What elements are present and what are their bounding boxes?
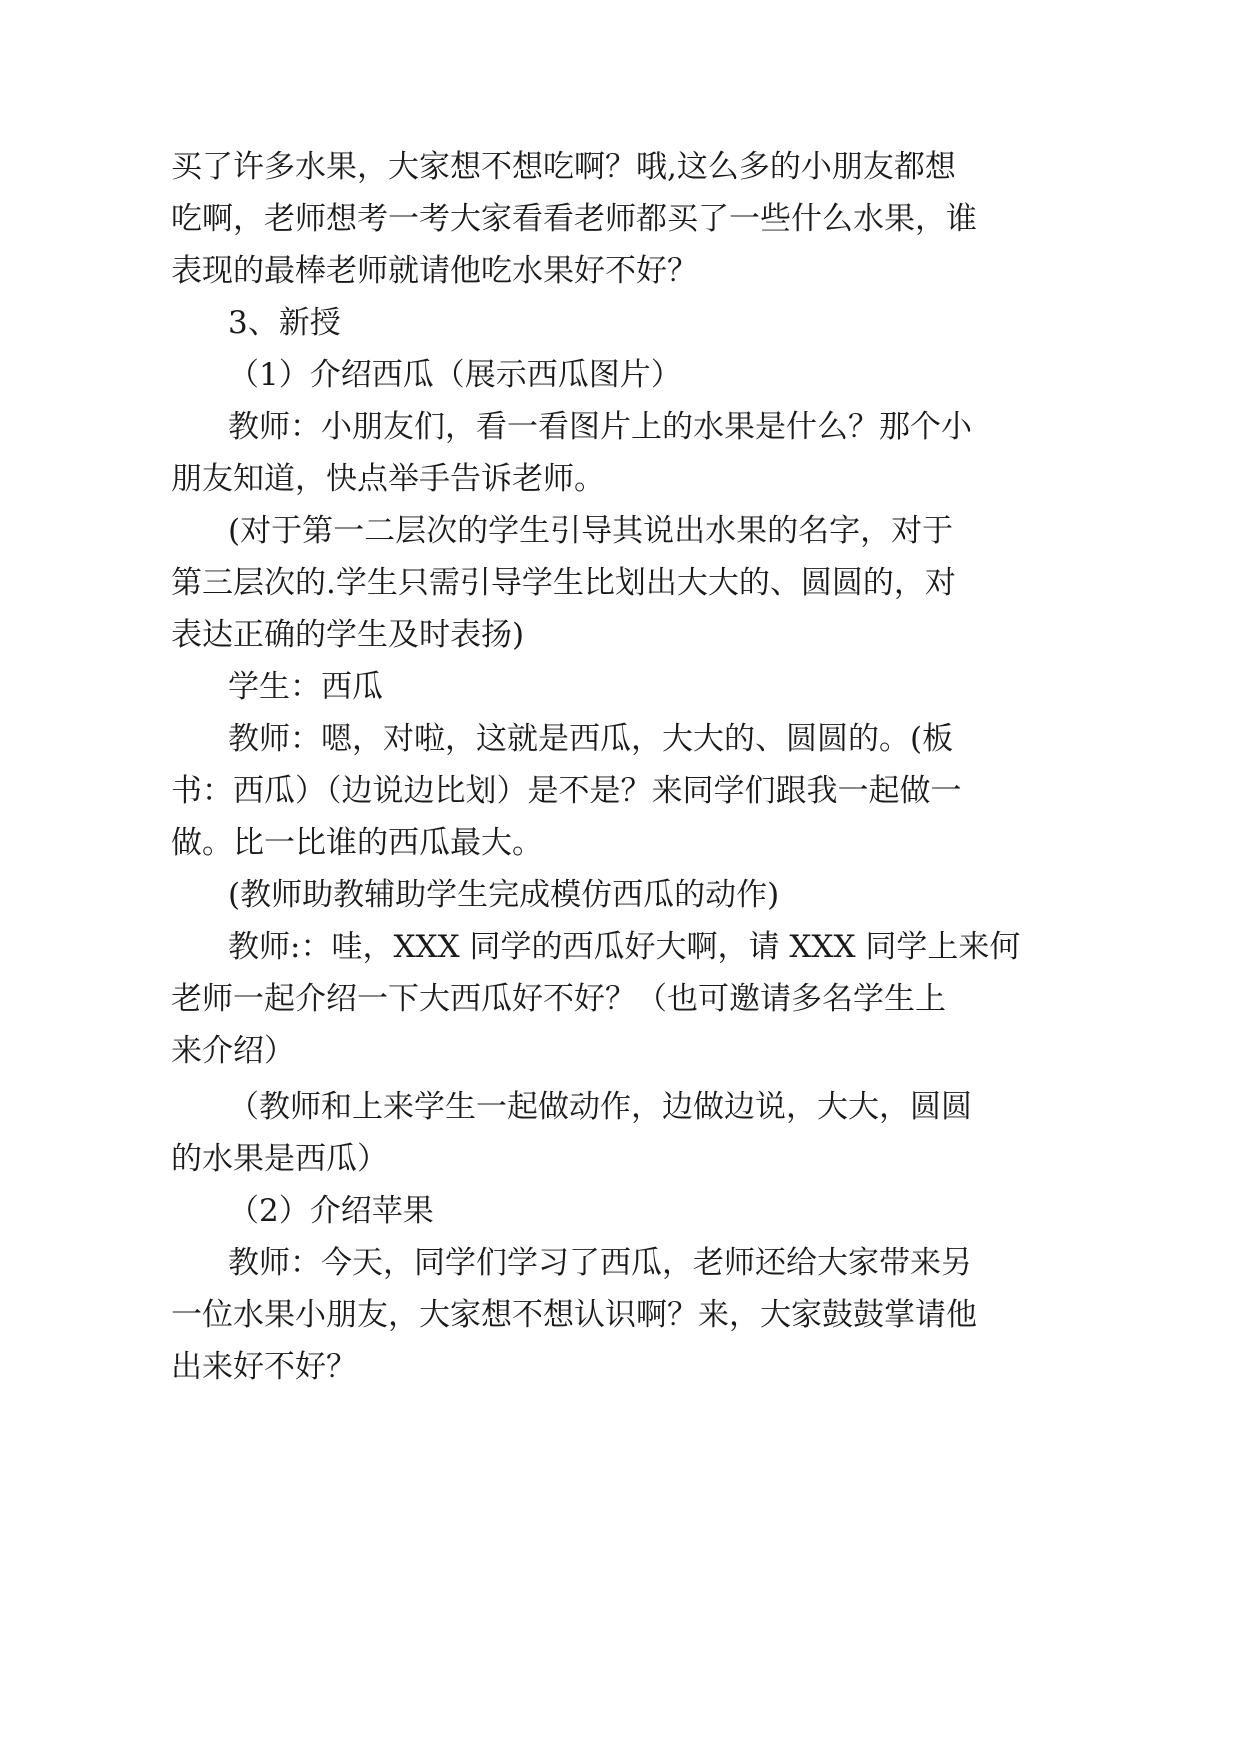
text-line: 教师：嗯，对啦，这就是西瓜，大大的、圆圆的。(板 xyxy=(228,721,954,757)
text-line: 一位水果小朋友，大家想不想认识啊？来，大家鼓鼓掌请他 xyxy=(171,1297,977,1333)
text-line: 吃啊，老师想考一考大家看看老师都买了一些什么水果，谁 xyxy=(171,201,977,237)
text-line: 第三层次的.学生只需引导学生比划出大大的、圆圆的，对 xyxy=(171,565,956,601)
subsection-heading: （2）介绍苹果 xyxy=(228,1193,434,1229)
text-line: 学生：西瓜 xyxy=(228,669,383,705)
text-line: 做。比一比谁的西瓜最大。 xyxy=(171,825,543,861)
text-line: 教师：小朋友们，看一看图片上的水果是什么？那个小 xyxy=(228,409,972,445)
text-line: 的水果是西瓜） xyxy=(171,1141,388,1177)
text-line: 教师：今天，同学们学习了西瓜，老师还给大家带来另 xyxy=(228,1245,972,1281)
text-line: 书：西瓜）（边说边比划）是不是？来同学们跟我一起做一 xyxy=(171,773,962,809)
text-line: 出来好不好？ xyxy=(171,1349,357,1385)
text-line: 表达正确的学生及时表扬) xyxy=(171,617,525,653)
text-line: 教师:：哇，XXX 同学的西瓜好大啊，请 XXX 同学上来何 xyxy=(228,929,1021,965)
text-line: 朋友知道，快点举手告诉老师。 xyxy=(171,461,605,497)
text-line: （教师和上来学生一起做动作，边做边说，大大，圆圆 xyxy=(228,1089,972,1125)
text-line: 买了许多水果，大家想不想吃啊？哦,这么多的小朋友都想 xyxy=(171,149,956,185)
section-heading: 3、新授 xyxy=(228,305,341,341)
text-line: (对于第一二层次的学生引导其说出水果的名字，对于 xyxy=(228,513,954,549)
text-line: 来介绍） xyxy=(171,1033,295,1069)
text-line: 老师一起介绍一下大西瓜好不好？（也可邀请多名学生上 xyxy=(171,981,946,1017)
subsection-heading: （1）介绍西瓜（展示西瓜图片） xyxy=(228,357,682,393)
text-line: (教师助教辅助学生完成模仿西瓜的动作) xyxy=(228,877,780,913)
text-line: 表现的最棒老师就请他吃水果好不好？ xyxy=(171,253,698,289)
